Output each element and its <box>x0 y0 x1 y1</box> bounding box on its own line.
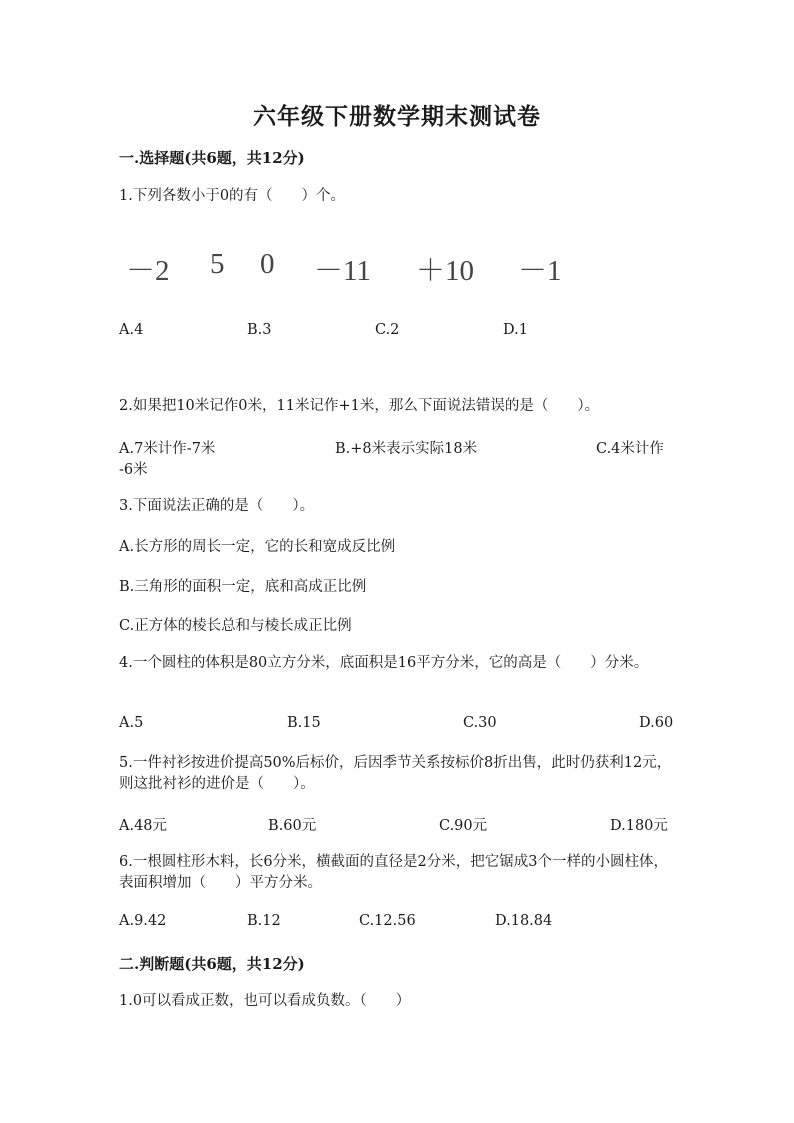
question-2-stem: 2.如果把10米记作0米，11米记作+1米，那么下面说法错误的是（ ）。 <box>119 398 600 414</box>
question-1-stem: 1.下列各数小于0的有（ ）个。 <box>119 188 346 204</box>
option-a[interactable]: A.4 <box>119 322 144 338</box>
option-c-continued: -6米 <box>119 462 148 478</box>
number-item: －2 <box>126 255 170 287</box>
option-c[interactable]: C.2 <box>375 322 400 338</box>
option-c[interactable]: C.4米计作 <box>596 441 664 457</box>
option-b[interactable]: B.15 <box>287 715 321 731</box>
page-title: 六年级下册数学期末测试卷 <box>253 103 541 130</box>
number-item: －11 <box>314 255 371 287</box>
question-5-stem: 5.一件衬衫按进价提高50%后标价，后因季节关系按标价8折出售，此时仍获利12元，则这批衬衫的进价是（ ）。 <box>119 755 672 792</box>
option-a[interactable]: A.48元 <box>119 818 168 834</box>
option-b[interactable]: B.3 <box>247 322 272 338</box>
option-b[interactable]: B.三角形的面积一定，底和高成正比例 <box>119 579 367 595</box>
question-3-stem: 3.下面说法正确的是（ ）。 <box>119 498 315 514</box>
option-c[interactable]: C.90元 <box>439 818 488 834</box>
option-a[interactable]: A.7米计作-7米 <box>119 441 216 457</box>
section-heading-choice: 一.选择题(共6题，共12分) <box>119 149 305 167</box>
section-heading-judgement: 二.判断题(共6题，共12分) <box>119 955 305 973</box>
option-b[interactable]: B.60元 <box>268 818 317 834</box>
option-c[interactable]: C.12.56 <box>359 913 416 929</box>
number-item: 5 <box>210 248 225 280</box>
option-d[interactable]: D.60 <box>639 715 674 731</box>
number-item: －1 <box>518 255 562 287</box>
question-6-stem: 6.一根圆柱形木料，长6分米，横截面的直径是2分米，把它锯成3个一样的小圆柱体，表面积增加（ ）平方分米。 <box>119 854 669 891</box>
question-4-stem: 4.一个圆柱的体积是80立方分米，底面积是16平方分米，它的高是（ ）分米。 <box>119 655 649 671</box>
option-a[interactable]: A.5 <box>119 715 144 731</box>
option-b[interactable]: B.+8米表示实际18米 <box>335 441 478 457</box>
option-a[interactable]: A.长方形的周长一定，它的长和宽成反比例 <box>119 539 396 555</box>
option-a[interactable]: A.9.42 <box>119 913 167 929</box>
number-item: 0 <box>260 248 275 280</box>
option-b[interactable]: B.12 <box>247 913 281 929</box>
option-d[interactable]: D.180元 <box>610 818 668 834</box>
option-c[interactable]: C.正方体的棱长总和与棱长成正比例 <box>119 618 352 634</box>
option-c[interactable]: C.30 <box>463 715 497 731</box>
option-d[interactable]: D.18.84 <box>495 913 553 929</box>
option-d[interactable]: D.1 <box>503 322 528 338</box>
judgement-question-1-stem: 1.0可以看成正数，也可以看成负数。（ ） <box>119 993 411 1009</box>
number-item: ＋10 <box>416 255 475 287</box>
